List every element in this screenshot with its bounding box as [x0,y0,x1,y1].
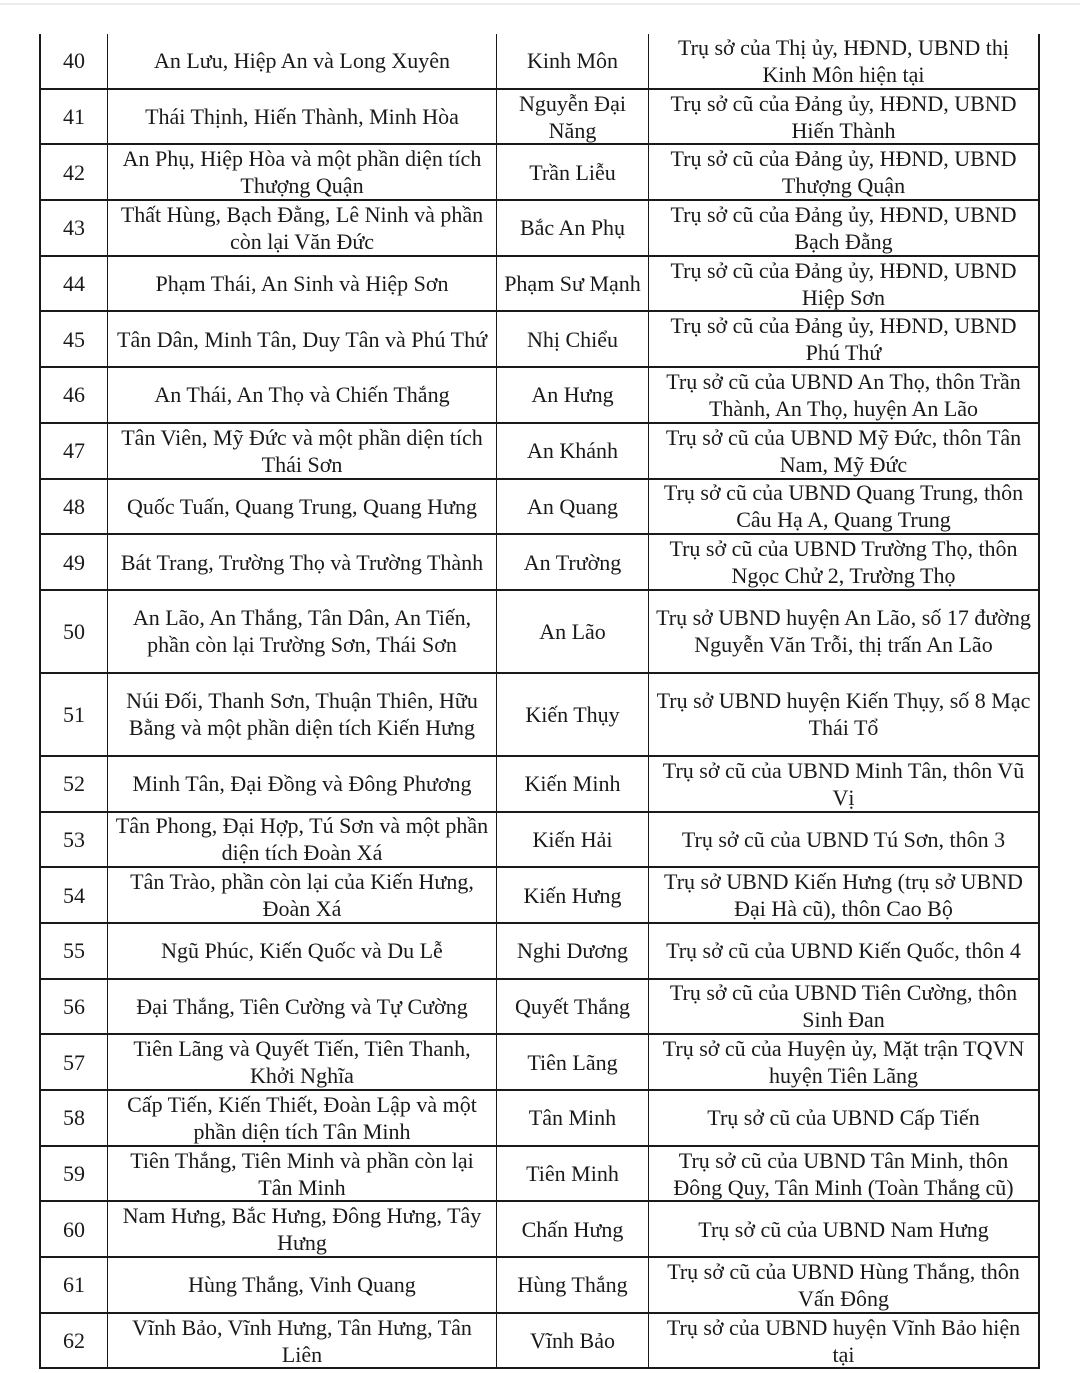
new-commune-name-cell-text: Kiến Minh [524,771,621,797]
row-number [41,1258,108,1312]
new-commune-name-cell-text: Vĩnh Bảo [530,1328,615,1354]
office-location-cell-text: Trụ sở UBND huyện An Lão, số 17 đường Nguyễn Văn Trỗi, thị trấn An Lão [656,605,1031,658]
page-top-divider [0,3,1080,5]
merged-communes-cell [108,257,497,311]
table-row [41,312,1038,368]
new-commune-name-cell [497,145,649,199]
row-number [41,1202,108,1256]
merged-communes-cell [108,757,497,811]
new-commune-name-cell [497,257,649,311]
table-row [41,1091,1038,1147]
row-number [41,980,108,1034]
merged-communes-cell [108,813,497,867]
new-commune-name-cell [497,90,649,144]
merged-communes-cell [108,90,497,144]
new-commune-name-cell [497,480,649,534]
new-commune-name-cell [497,1202,649,1256]
row-number [41,924,108,978]
row-number [41,145,108,199]
new-commune-name-cell-text: Hùng Thắng [517,1272,628,1298]
merged-communes-cell-text: Tiên Thắng, Tiên Minh và phần còn lại Tân Minh [130,1147,474,1200]
merged-communes-cell [108,591,497,672]
merged-communes-cell-text: Thất Hùng, Bạch Đằng, Lê Ninh và phần còn lại Văn Đức [120,201,484,254]
row-number [41,368,108,422]
office-location-cell [649,868,1038,922]
table-row [41,145,1038,201]
new-commune-name-cell [497,1258,649,1312]
merged-communes-cell-text: An Lão, An Thắng, Tân Dân, An Tiến, phần còn lại Trường Sơn, Thái Sơn [132,605,472,658]
table-row [41,535,1038,591]
merged-communes-cell-text: Minh Tân, Đại Đồng và Đông Phương [132,771,472,797]
office-location-cell [649,34,1038,88]
row-number [41,1091,108,1145]
row-number [41,674,108,755]
new-commune-name-cell [497,312,649,366]
new-commune-name-cell-text: An Hưng [531,382,614,408]
row-number [41,813,108,867]
new-commune-name-cell-text: An Quang [526,493,619,519]
new-commune-name-cell [497,980,649,1034]
new-commune-name-cell-text: An Trường [523,549,622,575]
row-number-text: 48 [63,493,85,519]
office-location-cell-text: Trụ sở cũ của UBND Nam Hưng [698,1216,989,1242]
row-number-text: 62 [63,1328,85,1354]
row-number-text: 55 [63,938,85,964]
merged-communes-cell-text: An Thái, An Thọ và Chiến Thắng [154,382,450,408]
new-commune-name-cell-text: Nghi Dương [517,938,628,964]
office-location-cell [649,1091,1038,1145]
office-location-cell [649,257,1038,311]
merged-communes-cell-text: Tân Viên, Mỹ Đức và một phần diện tích Thái Sơn [121,424,483,477]
merged-communes-cell-text: Tân Trào, phần còn lại của Kiến Hưng, Đoàn Xá [130,869,474,922]
row-number-text: 43 [63,215,85,241]
table-row [41,1147,1038,1203]
merged-communes-cell-text: Đại Thắng, Tiên Cường và Tự Cường [136,993,468,1019]
table-row [41,424,1038,480]
office-location-cell [649,1202,1038,1256]
table-row [41,368,1038,424]
merged-communes-cell [108,535,497,589]
new-commune-name-cell [497,1147,649,1201]
office-location-cell-text: Trụ sở cũ của Đảng ủy, HĐND, UBND Phú Thứ [670,313,1017,366]
merged-communes-cell-text: Quốc Tuấn, Quang Trung, Quang Hưng [127,493,477,519]
table-row [41,257,1038,313]
office-location-cell-text: Trụ sở UBND huyện Kiến Thụy, số 8 Mạc Thái Tổ [656,688,1031,741]
row-number-text: 61 [63,1272,85,1298]
new-commune-name-cell [497,368,649,422]
row-number [41,868,108,922]
office-location-cell-text: Trụ sở cũ của Huyện ủy, Mặt trận TQVN huyện Tiên Lãng [662,1036,1025,1089]
row-number-text: 50 [63,618,85,644]
office-location-cell-text: Trụ sở cũ của UBND Quang Trung, thôn Câu Hạ A, Quang Trung [663,480,1024,533]
row-number-text: 51 [63,701,85,727]
table-row [41,1202,1038,1258]
merged-communes-cell-text: Ngũ Phúc, Kiến Quốc và Du Lễ [161,938,443,964]
merged-communes-cell [108,1202,497,1256]
row-number-text: 53 [63,826,85,852]
table-row [41,757,1038,813]
row-number-text: 42 [63,159,85,185]
office-location-cell [649,1035,1038,1089]
office-location-cell [649,90,1038,144]
new-commune-name-cell-text: Nhị Chiểu [526,326,619,352]
table-row [41,980,1038,1036]
office-location-cell-text: Trụ sở cũ của UBND Trường Thọ, thôn Ngọc Chử 2, Trường Thọ [669,536,1018,589]
new-commune-name-cell [497,674,649,755]
office-location-cell [649,1258,1038,1312]
merged-communes-cell [108,924,497,978]
merged-communes-cell-text: Vĩnh Bảo, Vĩnh Hưng, Tân Hưng, Tân Liên [132,1314,472,1367]
new-commune-name-cell [497,591,649,672]
office-location-cell [649,1147,1038,1201]
office-location-cell [649,757,1038,811]
merged-communes-cell-text: An Lưu, Hiệp An và Long Xuyên [153,48,451,74]
row-number-text: 52 [63,771,85,797]
table-row [41,1035,1038,1091]
row-number [41,201,108,255]
merged-communes-cell [108,1314,497,1368]
office-location-cell [649,424,1038,478]
table-row [41,868,1038,924]
new-commune-name-cell-text: Kiến Hải [532,826,613,852]
office-location-cell [649,368,1038,422]
row-number-text: 59 [63,1161,85,1187]
merged-communes-cell [108,480,497,534]
new-commune-name-cell-text: Tiên Minh [526,1161,619,1187]
new-commune-name-cell-text: Trần Liễu [529,159,616,185]
row-number [41,535,108,589]
commune-merger-table [39,34,1040,1369]
merged-communes-cell-text: An Phụ, Hiệp Hòa và một phần diện tích Thượng Quận [122,146,482,199]
merged-communes-cell [108,980,497,1034]
office-location-cell-text: Trụ sở của UBND huyện Vĩnh Bảo hiện tại [666,1314,1021,1367]
row-number [41,90,108,144]
office-location-cell [649,1314,1038,1368]
office-location-cell-text: Trụ sở cũ của UBND Tân Minh, thôn Đông Quy, Tân Minh (Toàn Thắng cũ) [673,1147,1014,1200]
office-location-cell [649,813,1038,867]
office-location-cell-text: Trụ sở cũ của UBND Minh Tân, thôn Vũ Vị [662,757,1025,810]
merged-communes-cell-text: Cấp Tiến, Kiến Thiết, Đoàn Lập và một phần diện tích Tân Minh [127,1091,477,1144]
table-row [41,480,1038,536]
row-number-text: 56 [63,993,85,1019]
table-row [41,90,1038,146]
office-location-cell [649,535,1038,589]
new-commune-name-cell-text: Tân Minh [528,1105,617,1131]
row-number [41,1035,108,1089]
merged-communes-cell [108,1258,497,1312]
new-commune-name-cell [497,757,649,811]
row-number-text: 58 [63,1105,85,1131]
office-location-cell-text: Trụ sở cũ của UBND Mỹ Đức, thôn Tân Nam, Mỹ Đức [665,424,1022,477]
office-location-cell-text: Trụ sở cũ của UBND Cấp Tiến [707,1105,980,1131]
office-location-cell [649,312,1038,366]
row-number [41,424,108,478]
office-location-cell [649,201,1038,255]
merged-communes-cell [108,674,497,755]
merged-communes-cell [108,424,497,478]
row-number [41,1314,108,1368]
merged-communes-cell-text: Tân Dân, Minh Tân, Duy Tân và Phú Thứ [117,326,487,352]
new-commune-name-cell-text: Bắc An Phụ [519,215,626,241]
merged-communes-cell-text: Nam Hưng, Bắc Hưng, Đông Hưng, Tây Hưng [122,1203,482,1256]
table-row [41,924,1038,980]
office-location-cell-text: Trụ sở cũ của Đảng ủy, HĐND, UBND Thượng Quận [670,146,1017,199]
merged-communes-cell-text: Bát Trang, Trường Thọ và Trường Thành [120,549,484,575]
office-location-cell-text: Trụ sở cũ của Đảng ủy, HĐND, UBND Hiệp Sơn [670,257,1017,310]
row-number-text: 46 [63,382,85,408]
office-location-cell [649,145,1038,199]
table-row [41,591,1038,674]
new-commune-name-cell [497,868,649,922]
new-commune-name-cell-text: Nguyễn Đại Năng [519,90,626,143]
office-location-cell-text: Trụ sở cũ của Đảng ủy, HĐND, UBND Hiến Thành [670,90,1017,143]
merged-communes-cell [108,1091,497,1145]
table-row [41,813,1038,869]
new-commune-name-cell-text: Tiên Lãng [527,1049,618,1075]
office-location-cell [649,924,1038,978]
new-commune-name-cell [497,813,649,867]
office-location-cell-text: Trụ sở cũ của UBND Tú Sơn, thôn 3 [681,826,1006,852]
new-commune-name-cell-text: An Khánh [526,438,619,464]
new-commune-name-cell [497,201,649,255]
new-commune-name-cell [497,424,649,478]
row-number-text: 41 [63,104,85,130]
row-number [41,480,108,534]
table-row [41,1314,1038,1370]
new-commune-name-cell [497,535,649,589]
merged-communes-cell [108,868,497,922]
row-number-text: 49 [63,549,85,575]
table-row [41,34,1038,90]
table-row [41,1258,1038,1314]
merged-communes-cell [108,368,497,422]
office-location-cell [649,980,1038,1034]
new-commune-name-cell-text: Chấn Hưng [521,1216,624,1242]
new-commune-name-cell-text: Quyết Thắng [514,993,631,1019]
new-commune-name-cell-text: Phạm Sư Mạnh [504,271,641,297]
row-number [41,757,108,811]
new-commune-name-cell-text: An Lão [539,618,606,644]
table-row [41,201,1038,257]
table-row [41,674,1038,757]
office-location-cell-text: Trụ sở UBND Kiến Hưng (trụ sở UBND Đại Hà cũ), thôn Cao Bộ [664,869,1023,922]
new-commune-name-cell-text: Kiến Thụy [525,701,620,727]
row-number-text: 54 [63,882,85,908]
merged-communes-cell [108,312,497,366]
new-commune-name-cell-text: Kiến Hưng [523,882,622,908]
row-number [41,34,108,88]
merged-communes-cell [108,201,497,255]
office-location-cell-text: Trụ sở cũ của UBND Hùng Thắng, thôn Vấn Đông [667,1258,1020,1311]
row-number-text: 57 [63,1049,85,1075]
office-location-cell [649,591,1038,672]
merged-communes-cell-text: Tiên Lãng và Quyết Tiến, Tiên Thanh, Khởi Nghĩa [133,1036,471,1089]
row-number [41,1147,108,1201]
office-location-cell-text: Trụ sở cũ của UBND Kiến Quốc, thôn 4 [666,938,1021,964]
row-number-text: 60 [63,1216,85,1242]
office-location-cell [649,480,1038,534]
merged-communes-cell-text: Phạm Thái, An Sinh và Hiệp Sơn [155,271,449,297]
row-number-text: 47 [63,438,85,464]
new-commune-name-cell [497,1035,649,1089]
new-commune-name-cell [497,1314,649,1368]
merged-communes-cell [108,34,497,88]
merged-communes-cell [108,1147,497,1201]
merged-communes-cell [108,145,497,199]
office-location-cell-text: Trụ sở của Thị ủy, HĐND, UBND thị Kinh Môn hiện tại [677,34,1010,87]
office-location-cell-text: Trụ sở cũ của UBND Tiên Cường, thôn Sinh Đan [669,980,1018,1033]
office-location-cell [649,674,1038,755]
new-commune-name-cell-text: Kinh Môn [526,48,619,74]
office-location-cell-text: Trụ sở cũ của Đảng ủy, HĐND, UBND Bạch Đằng [670,201,1017,254]
merged-communes-cell-text: Núi Đối, Thanh Sơn, Thuận Thiên, Hữu Bằng và một phần diện tích Kiến Hưng [126,688,478,741]
row-number-text: 44 [63,271,85,297]
merged-communes-cell-text: Thái Thịnh, Hiến Thành, Minh Hòa [145,104,459,130]
merged-communes-cell-text: Hùng Thắng, Vinh Quang [188,1272,416,1298]
row-number-text: 40 [63,48,85,74]
new-commune-name-cell [497,34,649,88]
row-number [41,312,108,366]
merged-communes-cell [108,1035,497,1089]
office-location-cell-text: Trụ sở cũ của UBND An Thọ, thôn Trần Thành, An Thọ, huyện An Lão [666,368,1021,421]
row-number-text: 45 [63,326,85,352]
merged-communes-cell-text: Tân Phong, Đại Hợp, Tú Sơn và một phần diện tích Đoàn Xá [115,813,489,866]
row-number [41,591,108,672]
row-number [41,257,108,311]
new-commune-name-cell [497,924,649,978]
new-commune-name-cell [497,1091,649,1145]
